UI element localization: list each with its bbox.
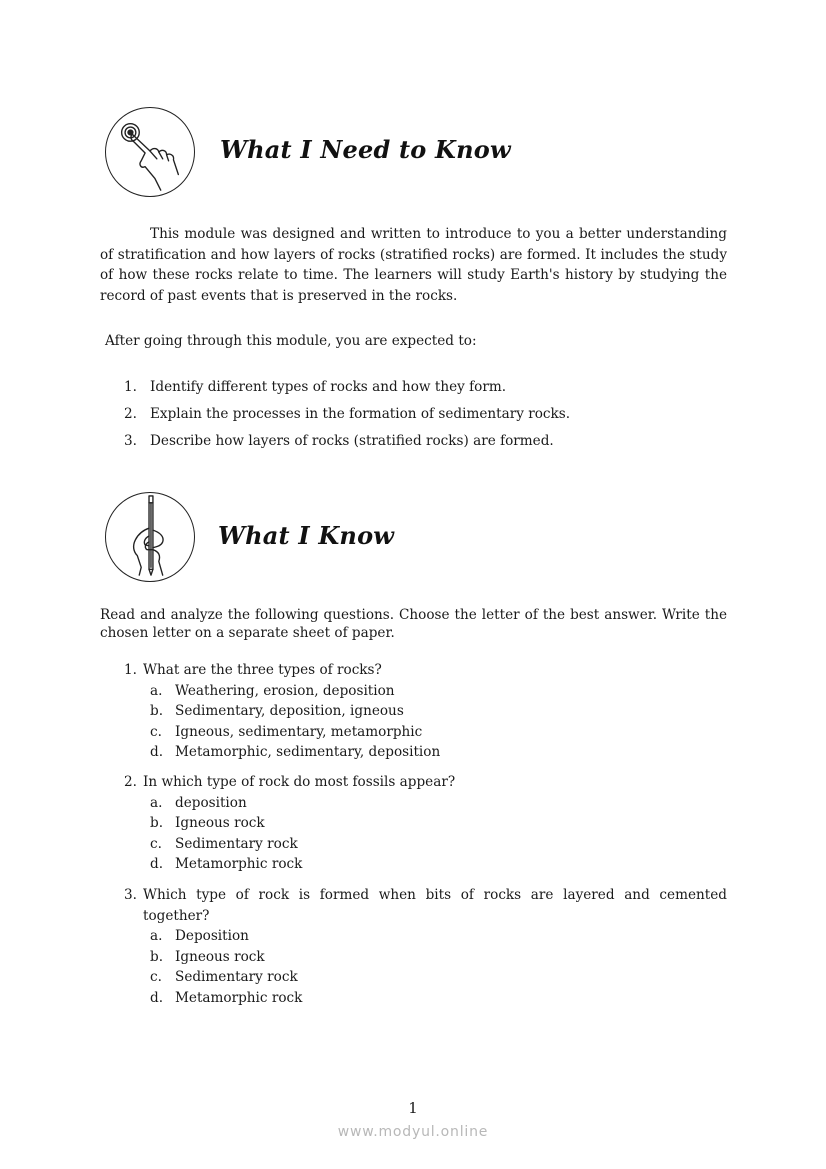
answer-option: a. Weathering, erosion, deposition [150, 682, 395, 699]
answer-option: a. deposition [150, 794, 247, 811]
objectives-list [124, 377, 724, 458]
objectives-lead: After going through this module, you are expected to: [105, 333, 477, 349]
answer-option: a. Deposition [150, 928, 249, 945]
intro-paragraph: This module was designed and written to introduce to you a better understanding of stratification and how layers of rocks (stratified rocks) are formed. It includes the study of how these rocks relate to time. The learners will study Earth's history by studying the record of past events that is preserved in the rocks. [100, 226, 727, 304]
answer-option: d. Metamorphic rock [150, 989, 303, 1006]
answer-option: d. Metamorphic, sedimentary, deposition [150, 744, 441, 761]
section-heading-what-i-know: What I Know [218, 521, 395, 550]
answer-option: c. Sedimentary rock [150, 969, 298, 986]
question-1: 1. What are the three types of rocks? a. Weathering, erosion, deposition b. Sedimentary, deposition, igneous c. Igneous, sedimentary, metamorphic d. Metamorphic, sedimentary, deposition [124, 660, 727, 763]
question-3: 3. Which type of rock is formed when bits of rocks are layered and cemented together? a. Deposition b. Igneous rock c. Sedimentary rock d. Metamorphic rock [124, 885, 727, 1009]
answer-option: b. Igneous rock [150, 948, 265, 965]
answer-option: c. Igneous, sedimentary, metamorphic [150, 723, 423, 740]
page-number: 1 [408, 1099, 418, 1117]
list-item: 2. Explain the processes in the formation of sedimentary rocks. [124, 406, 571, 422]
answer-option: b. Igneous rock [150, 815, 265, 832]
answer-option: c. Sedimentary rock [150, 835, 298, 852]
watermark: www.modyul.online [337, 1124, 489, 1140]
answer-option: b. Sedimentary, deposition, igneous [150, 703, 404, 720]
pointing-hand-icon [105, 107, 195, 197]
section-heading-what-i-need-to-know: What I Need to Know [220, 135, 511, 164]
instructions-paragraph: Read and analyze the following questions. Choose the letter of the best answer. Write the chosen letter on a separate sheet of paper. [100, 607, 727, 641]
list-item: 1. Identify different types of rocks and how they form. [124, 379, 507, 395]
question-2: 2. In which type of rock do most fossils appear? a. deposition b. Igneous rock c. Sedimentary rock d. Metamorphic rock [124, 772, 727, 875]
pencil-hand-icon [105, 492, 195, 582]
answer-option: d. Metamorphic rock [150, 856, 303, 873]
list-item: 3. Describe how layers of rocks (stratified rocks) are formed. [124, 433, 554, 449]
